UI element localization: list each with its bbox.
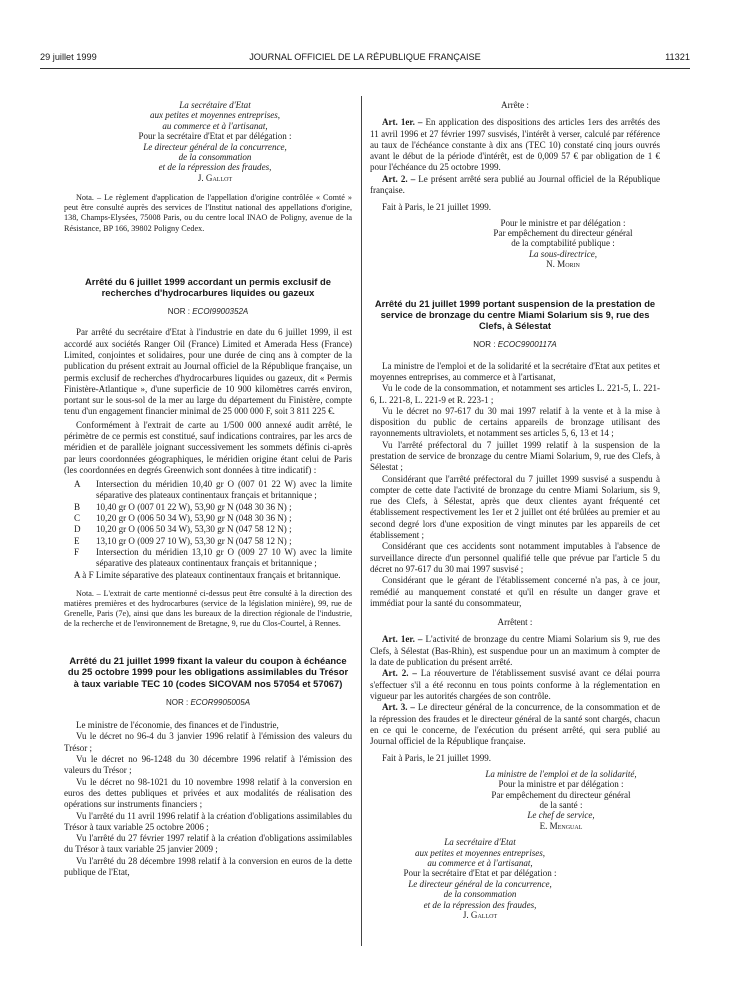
- article-1: [370, 634, 660, 668]
- sig-line: Pour la secrétaire d'Etat et par délégation :: [138, 131, 292, 142]
- nota-carte: Nota. – L'extrait de carte mentionné ci-dessus peut être consulté à la direction des matières premières et des hydrocarbures (service de la législation minière), 99, rue de Grenelle, Paris (7e), ainsi que dans les bureaux de la direction régionale de l'industrie, de la recherche et de l'environnement de Bretagne, 9, rue du Clos-Courtel, à Rennes.: [64, 588, 352, 629]
- sig-line: au commerce et à l'artisanat,: [427, 857, 533, 868]
- article-1: [370, 117, 660, 173]
- coordinate-item: F Intersection du méridien 13,10 gr O (009 27 10 W) avec la limite séparative des plateaux continentaux français et britannique ;: [74, 546, 352, 569]
- nor-label: NOR :: [167, 307, 190, 317]
- sig-line: Par empêchement du directeur général: [493, 228, 633, 239]
- sig-line: de la santé :: [539, 799, 583, 810]
- coordinate-summary: A à F Limite séparative des plateaux continentaux français et britannique.: [74, 569, 341, 580]
- paragraph: Vu l'arrêté du 28 décembre 1998 relatif à la conversion en euros de la dette publique de l'Etat,: [64, 855, 352, 877]
- nor-line: [64, 306, 352, 317]
- sig-line: et de la répression des fraudes,: [158, 162, 272, 173]
- arrete-heading: Arrête :: [501, 100, 529, 110]
- paragraph: Considérant que ces accidents sont notamment imputables à l'absence de surveillance directe d'un personnel qualifié telle que prévue par l'article 5 du décret no 97-617 du 30 mai 1997 susvisé ;: [370, 541, 660, 574]
- sig-line: Le directeur général de la concurrence,: [408, 878, 552, 889]
- article-text: La réouverture de l'établissement susvisé avant ce délai pourra s'effectuer s'il a été reconnu en tous points conforme à la réglementation en vigueur par les autorités chargées de son contrôle.: [370, 668, 660, 701]
- article-label: Art. 1er. –: [382, 117, 423, 128]
- sig-line: La secrétaire d'Etat: [444, 837, 516, 848]
- paragraph: Vu l'arrêté préfectoral du 7 juillet 1999 relatif à la suspension de la prestation de service de bronzage du centre Miami Solarium, 9, rue des Clefs, à Sélestat ;: [370, 439, 660, 473]
- decree-title-solarium: Arrêté du 21 juillet 1999 portant suspension de la prestation de service de bronzage du centre Miami Solarium sis 9, rue des Clefs, à Sélestat: [374, 297, 656, 332]
- signature-block-morin: [466, 218, 660, 270]
- nor-label: NOR :: [165, 697, 189, 707]
- sig-line: aux petites et moyennes entreprises,: [149, 110, 281, 121]
- article-text: Le présent arrêté sera publié au Journal officiel de la République française.: [370, 173, 661, 196]
- sig-name: N. Morin: [546, 259, 580, 270]
- sig-line: aux petites et moyennes entreprises,: [414, 847, 546, 858]
- sig-line: La ministre de l'emploi et de la solidarité,: [485, 768, 637, 779]
- nota-comte: Nota. – Le règlement d'application de l'appellation d'origine contrôlée « Comté » peut être consulté auprès des services de l'Institut national des appellations d'origine, 138, Champs-Elysées, 75008 Paris, ou du centre local INAO de Poligny, avenue de la Résistance, BP 166, 39802 Poligny Cedex.: [64, 193, 352, 233]
- paragraph: Conformément à l'extrait de carte au 1/500 000 annexé audit arrêté, le périmètre de ce permis est constitué, sauf indications contraires, par les arcs de méridien et de parallèle joignant successivement les sommets définis ci-après par leurs coordonnées géographiques, le méridien origine étant celui de Paris (les coordonnées en degrés Greenwich sont données à titre indicatif) :: [64, 419, 352, 475]
- header-journal-title: JOURNAL OFFICIEL DE LA RÉPUBLIQUE FRANÇAISE: [249, 52, 481, 62]
- nor-code: ECOI9900352A: [192, 307, 249, 317]
- fait-a-paris: Fait à Paris, le 21 juillet 1999.: [382, 202, 492, 213]
- article-text: En application des dispositions des articles 1ers des arrêtés des 11 avril 1996 et 27 février 1997 susvisés, l'intérêt à verser, calculé par référence au taux de l'échéance constante à dix ans (TEC 10) constaté cinq jours ouvrés avant le début de la période d'intérêt, est de 0,009 57 € par obligation de 1 € pour l'échéance du 25 octobre 1999.: [370, 117, 661, 173]
- left-column: [64, 100, 352, 878]
- sig-line: au commerce et à l'artisanat,: [162, 120, 268, 131]
- coordinate-item: C 10,20 gr O (006 50 34 W), 53,90 gr N (048 30 36 N) ;: [74, 513, 292, 524]
- coordinate-item: D 10,20 gr O (006 50 34 W), 53,30 gr N (047 58 12 N) ;: [74, 524, 292, 535]
- coordinate-item: E 13,10 gr O (009 27 10 W), 53,30 gr N (047 58 12 N) ;: [74, 535, 292, 546]
- page-header: [40, 52, 690, 66]
- signature-block-gallot-1: [78, 100, 352, 183]
- signature-block-mengual: [462, 769, 660, 831]
- paragraph: Vu le décret no 98-1021 du 10 novembre 1998 relatif à la conversion en euros des dettes publiques et privées et aux modalités de réalisation des opérations sur instruments financiers ;: [64, 776, 352, 810]
- header-page-number: 11321: [665, 52, 690, 62]
- fait-a-paris: Fait à Paris, le 21 juillet 1999.: [382, 753, 492, 764]
- paragraph: Vu le décret no 97-617 du 30 mai 1997 relatif à la vente et à la mise à disposition du public de certains appareils de bronzage utilisant des rayonnements ultraviolets, et notamment ses articles 5, 6, 13 et 14 ;: [370, 405, 660, 439]
- sig-line: et de la répression des fraudes,: [423, 899, 537, 910]
- header-date: 29 juillet 1999: [40, 52, 97, 62]
- decree-title-coupon: Arrêté du 21 juillet 1999 fixant la valeur du coupon à échéance du 25 octobre 1999 pour les obligations assimilables du Trésor à taux variable TEC 10 (codes SICOVAM nos 57054 et 57067): [67, 655, 349, 689]
- sig-name: E. Mengual: [539, 820, 583, 831]
- sig-line: de la consommation: [443, 889, 517, 900]
- sig-name: J. Gallot: [197, 172, 233, 183]
- paragraph: La ministre de l'emploi et de la solidarité et la secrétaire d'Etat aux petites et moyennes entreprises, au commerce et à l'artisanat,: [370, 360, 660, 382]
- sig-line: Pour la ministre et par délégation :: [498, 779, 624, 790]
- nor-code: ECOC9900117A: [497, 340, 557, 350]
- decree-title-permis: Arrêté du 6 juillet 1999 accordant un permis exclusif de recherches d'hydrocarbures liquides ou gazeux: [85, 275, 331, 298]
- coordinate-item: A Intersection du méridien 10,40 gr O (007 01 22 W) avec la limite séparative des plateaux continentaux français et britannique ;: [74, 479, 352, 501]
- column-divider: [361, 96, 362, 946]
- article-label: Art. 3. –: [382, 702, 415, 713]
- coordinate-item: B 10,40 gr O (007 01 22 W), 53,90 gr N (048 30 36 N) ;: [74, 501, 292, 512]
- right-column: [370, 100, 660, 920]
- sig-line: Pour le ministre et par délégation :: [500, 217, 626, 228]
- paragraph: Considérant que le gérant de l'établissement concerné n'a pas, à ce jour, remédié au manquement constaté et qu'il en résulte un danger grave et immédiat pour la santé du consommateur,: [370, 575, 660, 608]
- coordinate-list: [64, 479, 352, 581]
- article-text: Le directeur général de la concurrence, de la consommation et de la répression des fraudes et le directeur général de la santé sont chargés, chacun en ce qui le concerne, de l'exécution du présent arrêté, qui sera publié au Journal officiel de la République française.: [370, 702, 661, 747]
- paragraph: Vu le décret no 96-4 du 3 janvier 1996 relatif à l'émission des valeurs du Trésor ;: [64, 731, 352, 753]
- article-2: [370, 174, 660, 197]
- paragraph: Vu l'arrêté du 27 février 1997 relatif à la création d'obligations assimilables du Trésor à taux variable 25 janvier 2009 ;: [64, 833, 352, 855]
- paragraph: Vu le décret no 96-1248 du 30 décembre 1996 relatif à l'émission des valeurs du Trésor ;: [64, 754, 352, 776]
- article-label: Art. 2. –: [382, 173, 416, 184]
- arretent-heading: Arrêtent :: [497, 617, 533, 628]
- sig-line: de la comptabilité publique :: [511, 238, 615, 249]
- sig-line: de la consommation: [178, 152, 252, 163]
- nor-code: ECOR9905005A: [190, 697, 251, 707]
- nor-label: NOR :: [473, 340, 496, 350]
- sig-line: Le chef de service,: [527, 810, 595, 821]
- paragraph: Considérant que l'arrêté préfectoral du 7 juillet 1999 susvisé a suspendu à compter de cette date l'activité de bronzage du centre Miami Solarium, sis 9, rue des Clefs, à Sélestat, après que deux clientes ayant fréquenté cet établissement respectivement les 1er et 2 juillet ont été brûlées au premier et au second degré lors d'une exposition de vingt minutes par les appareils de cet établissement ;: [370, 473, 660, 541]
- article-2: [370, 668, 660, 702]
- article-label: Art. 2. –: [382, 668, 417, 679]
- header-divider: [40, 68, 690, 69]
- sig-line: La sous-directrice,: [528, 248, 597, 259]
- sig-line: Le directeur général de la concurrence,: [143, 141, 287, 152]
- sig-line: Pour la secrétaire d'Etat et par délégation :: [403, 868, 557, 879]
- nor-line: [370, 339, 660, 350]
- signature-block-gallot-2: [370, 837, 590, 920]
- sig-line: La secrétaire d'Etat: [179, 100, 251, 110]
- sig-line: Par empêchement du directeur général: [491, 789, 631, 800]
- article-3: [370, 702, 660, 747]
- article-label: Art. 1er. –: [382, 634, 423, 645]
- sig-name: J. Gallot: [462, 909, 498, 920]
- nor-line: [64, 697, 352, 708]
- paragraph: Par arrêté du secrétaire d'Etat à l'industrie en date du 6 juillet 1999, il est accordé aux sociétés Ranger Oil (France) Limited et Amerada Hess (France) Limited, conjointes et solidaires, pour une durée de cinq ans à compter de la publication du présent extrait au Journal officiel de la République française, un permis exclusif de recherches d'hydrocarbures liquides ou gazeux, dit « Permis Finistère-Atlantique », d'une superficie de 10 900 kilomètres carrés environ, portant sur le sous-sol de la mer au large du département du Finistère, compte tenu d'un engagement financier minimal de 25 000 000 F, soit 3 811 225 €.: [64, 327, 352, 417]
- paragraph: Vu le code de la consommation, et notamment ses articles L. 221-5, L. 221-6, L. 221-8, L. 221-9 et R. 223-1 ;: [370, 383, 660, 405]
- article-text: L'activité de bronzage du centre Miami Solarium sis 9, rue des Clefs, à Sélestat (Bas-Rhin), est suspendue pour un an maximum à compter de la date de publication du présent arrêté.: [370, 634, 661, 668]
- paragraph: Le ministre de l'économie, des finances et de l'industrie,: [76, 720, 279, 731]
- paragraph: Vu l'arrêté du 11 avril 1996 relatif à la création d'obligations assimilables du Trésor à taux variable 25 octobre 2006 ;: [64, 810, 352, 832]
